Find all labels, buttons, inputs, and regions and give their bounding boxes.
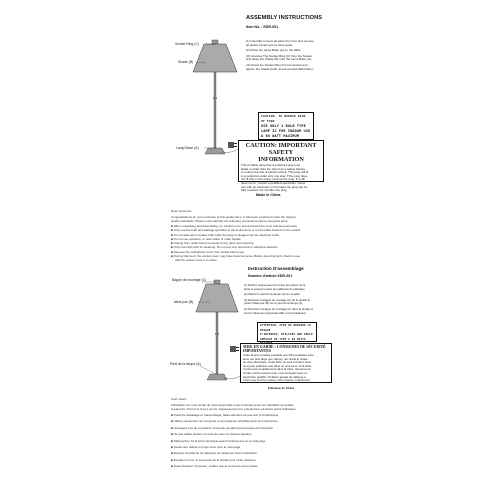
bullet-text: Remove the cellophane cover from shade before use — [173, 249, 245, 254]
bullet-text: During shipment, the socket cover may have become loose. Before inserting bulb, check to see — [173, 254, 301, 259]
bullet-item: ■ Do not use outdoors, or near water or other liquids — [171, 236, 241, 241]
bullet-text: Seulement utiliser un linge doux pour le nettoyage — [173, 445, 241, 450]
bullet-item: ■ During shipment, the socket cover may have become loose. Before inserting bulb, check to see — [171, 254, 301, 259]
step-line: (4) Screw the Socket Ring (C) into Socket and — [246, 62, 308, 67]
label-shade: Shade (B) — [178, 60, 194, 64]
caution-line: de choc électrique. Cette fiche ne peut s'insérer dans — [243, 360, 312, 365]
bullet-item: ■ Seulement utiliser un linge doux pour le nettoyage — [171, 445, 241, 450]
caution-line: does not fit, contact a qualified electrician. Never — [241, 180, 306, 185]
tag-line: AMPOULE DE TYPE A 60 WATTS — [260, 337, 306, 341]
caution-line: lame est plus large que l'autre), qui réduit le risque — [243, 356, 308, 361]
bullet-text: Pendant l'envoi, le couvercle de la douille peut s'être desserré — [173, 457, 256, 462]
bullet-item: ■ Pendant l'envoi, le couvercle de la douille peut s'être desserré — [171, 457, 256, 462]
caution-line: Cette lampe portative possède une fiche polarisée (une — [243, 353, 314, 357]
part-leaders — [190, 38, 220, 158]
tag-line: A 60 WATT MAXIMUM — [261, 134, 300, 138]
bullet-text: Do not attempt to replace bulb while the lamp is plugged into an electrical outlet — [173, 232, 280, 237]
bullet-item: ■ Enlevez la pellicule de plastique de l'abat-jour avant l'utilisation — [171, 451, 258, 456]
customer-heading-fr: Cher Client: — [171, 397, 187, 401]
page-title: ASSEMBLY INSTRUCTIONS — [246, 15, 323, 21]
step-line: (2) Placez le pied de la lampe (A) sur la table. — [244, 292, 301, 297]
bullet-text: Only use cloth with for cleaning. Do not use any chemical or abrasive cleaners — [173, 245, 278, 250]
customer-block — [171, 209, 331, 263]
bullet-text: Utilisez seulement une ampoule et la puissance spécifiée dans les instructions — [173, 419, 278, 424]
tag-line: D'INCENDIE, UTILISEZ UNE SEULE — [260, 333, 313, 337]
bullet-item: ■ Ne pas utiliser dehors ou près de l'eau ou d'autres liquides — [171, 432, 252, 437]
bullet-text: Enlevez la pellicule de plastique de l'abat-jour avant l'utilisation — [173, 451, 258, 456]
bullet-item: ■ Do not attempt to replace bulb while the lamp is plugged into an electrical outlet — [171, 232, 280, 237]
bullet-item: ■ Avant d'insérer l'ampoule, vérifiez que le couvercle est en place — [171, 464, 258, 469]
item-number-fr: Numéro d'article:XDR-001 — [248, 274, 293, 278]
step-line: all plastic covering from lamp parts. — [246, 42, 294, 47]
page-title-fr: Instruction D'assemblage — [248, 266, 304, 271]
plug-icon-fr — [228, 344, 240, 354]
caution-line: Si elle n'entre toujours pas, communiquez avec un — [243, 370, 308, 375]
caution-line: not fit fully in the outlet, reverse the plug. If it still — [241, 177, 305, 182]
label-shade-fr: Abat-jour (B) — [174, 300, 194, 304]
bullet-text: Do not use outdoors, or near water or other liquids — [173, 236, 241, 241]
label-lamp-base: Lamp Base (A) — [176, 146, 199, 150]
label-socket-ring: Socket Ring (C) — [175, 42, 199, 46]
bullet-text: that the socket cover is in place. — [175, 258, 218, 263]
caution-line: une prise polarisée que dans un seul sens. Si la fiche — [243, 363, 312, 368]
warning-tag-fr — [257, 322, 317, 342]
steps-list — [246, 40, 324, 71]
bullet-item: ■ When unpacking and assembling, be careful not to pull and bend the cord, and keep all parts — [171, 224, 297, 228]
intro-line: supérieurs. Prenez le temps de lire soigneusement les précautions suivantes avant l'utilisation — [171, 407, 296, 411]
caution-title-line2: INFORMATION — [258, 156, 304, 163]
step-line: (3) Unscrew The Socket Ring (C) from the Socket — [246, 53, 312, 58]
steps-list-fr — [244, 284, 326, 315]
label-socket-ring-fr: Bague de montage (C) — [172, 278, 207, 282]
step-line: (1) Carefully remove all parts from box and remove — [246, 39, 314, 43]
made-in-fr: Fabriqué en Chine — [268, 386, 295, 390]
customer-heading: Dear Customer: — [171, 209, 193, 213]
bullet-item — [171, 258, 331, 262]
made-in: Made in China — [256, 193, 281, 197]
bullet-text: Débranchez de la prise électrique avant l'enlèvement ou le nettoyage — [173, 438, 266, 443]
caution-line: This portable lamp has a polarized plug (one — [241, 163, 301, 167]
intro-line: Félicitation sur votre achat de cette lampe Elle a été construite avec les standards de qualité — [171, 403, 294, 407]
step-line: serrez l'abat-jour (ampoules DEL recommandées). — [244, 310, 307, 315]
bullet-text: When unpacking and assembling, be careful not to pull and bend the cord, and keep all parts — [173, 224, 297, 228]
bullet-item: ■ Remove the cellophane cover from shade before use — [171, 249, 245, 254]
bullet-text: Only use the bulb and wattage specified in the instructions or on the label located on the socket — [173, 228, 301, 233]
bullet-text: Avant d'insérer l'ampoule, vérifiez que le couvercle est en place — [173, 464, 258, 469]
bullet-text: N'essayez pas de remplacer l'ampoule pendant que la lampe est branchée — [173, 425, 273, 430]
tag-line: LAMP IS FOR INDOOR USE — [261, 129, 311, 133]
bullet-item: ■ Utilisez seulement une ampoule et la puissance spécifiée dans les instructions — [171, 419, 278, 424]
step-line: boîte et enlevez toutes les pellicules de plastique — [244, 286, 305, 291]
caution-title-fr: MISE EN GARDE : CONSIGNES DE SÉCURITÉ IMPORTANTES — [243, 345, 326, 353]
step-line: (1) Retirez soigneusement toutes les pièces de la — [244, 283, 306, 287]
caution-line: use with an extension cord unless the plug can be — [241, 184, 308, 189]
caution-line: électricien qualifié. N'utilisez jamais de rallonge à — [243, 374, 306, 379]
label-lamp-base-fr: Pied de la lampe (A) — [170, 362, 201, 366]
caution-line: moins que la fiche puisse y être insérée entièrement. — [243, 378, 311, 383]
caution-box — [238, 140, 324, 193]
item-number: Item No. : EDR-001 — [246, 25, 279, 29]
step-line: (4) Revissez la bague de montage (C) dans la douille et — [244, 306, 314, 311]
step-line: and place the Shade (B) onto the Lamp Base (A). — [246, 57, 312, 62]
bullet-item: ■ Only use the bulb and wattage specified in the instructions or on the label located on the socket — [171, 228, 301, 233]
caution-title: CAUTION: IMPORTANT SAFETY — [245, 142, 317, 156]
step-line: tighten the Shade (bulb recommended LED bulbs). — [246, 66, 314, 71]
plug-icon — [226, 140, 238, 150]
bullet-text: Unplug from outlet before removal of any parts and cleaning — [173, 241, 254, 246]
bullet-text: Ne pas utiliser dehors ou près de l'eau ou d'autres liquides — [173, 432, 252, 437]
customer-block-fr — [171, 397, 331, 470]
tag-line: ATTENTION: AFIN DE REDUIRE LE RISQUE — [260, 324, 312, 332]
caution-line: in a polarized outlet only one way. If the plug does — [241, 173, 308, 178]
caution-line: to reduce the risk of electric shock. This plug will fit — [241, 170, 309, 175]
intro-line: Congratulations on your purchase of this quality lamp. It has been produced under the highest — [171, 215, 296, 219]
caution-line: fully inserted. Do not alter the plug. — [241, 188, 288, 193]
step-line: (2) Place the Lamp Base (A) on the table. — [246, 48, 302, 53]
tag-line: CAUTION. TO REDUCE RISK OF FIRE — [261, 114, 306, 123]
bullet-item: ■ Débranchez de la prise électrique avant l'enlèvement ou le nettoyage — [171, 438, 266, 443]
warning-tag — [258, 112, 314, 140]
step-line: (3) Dévissez la bague de montage (C) de la douille et — [244, 297, 311, 302]
bullet-text: Durant le déballage et l'assemblage, faites attention de pas tirer le fil électrique — [173, 413, 279, 417]
intro-line: quality standards. Please read carefully the following precautions before using this lamp: — [171, 219, 289, 223]
bullet-item: ■ Unplug from outlet before removal of any parts and cleaning — [171, 241, 254, 246]
tag-line: USE ONLY 1 BULB TYPE — [261, 124, 306, 128]
caution-box-fr — [240, 343, 332, 383]
step-line: posez l'abat-jour (B) sur le pied de la lampe (A). — [244, 301, 304, 306]
caution-line: blade is wider than the other) as a safety feature — [241, 166, 306, 171]
part-leaders-fr — [192, 278, 222, 388]
bullet-item: ■ N'essayez pas de remplacer l'ampoule pendant que la lampe est branchée — [171, 425, 273, 430]
caution-line: n'entre pas complètement dans la prise, retournez-la. — [243, 367, 312, 372]
bullet-item: ■ Durant le déballage et l'assemblage, faites attention de pas tirer le fil électrique — [171, 413, 279, 417]
bullet-item: ■ Only use cloth with for cleaning. Do not use any chemical or abrasive cleaners — [171, 245, 278, 250]
